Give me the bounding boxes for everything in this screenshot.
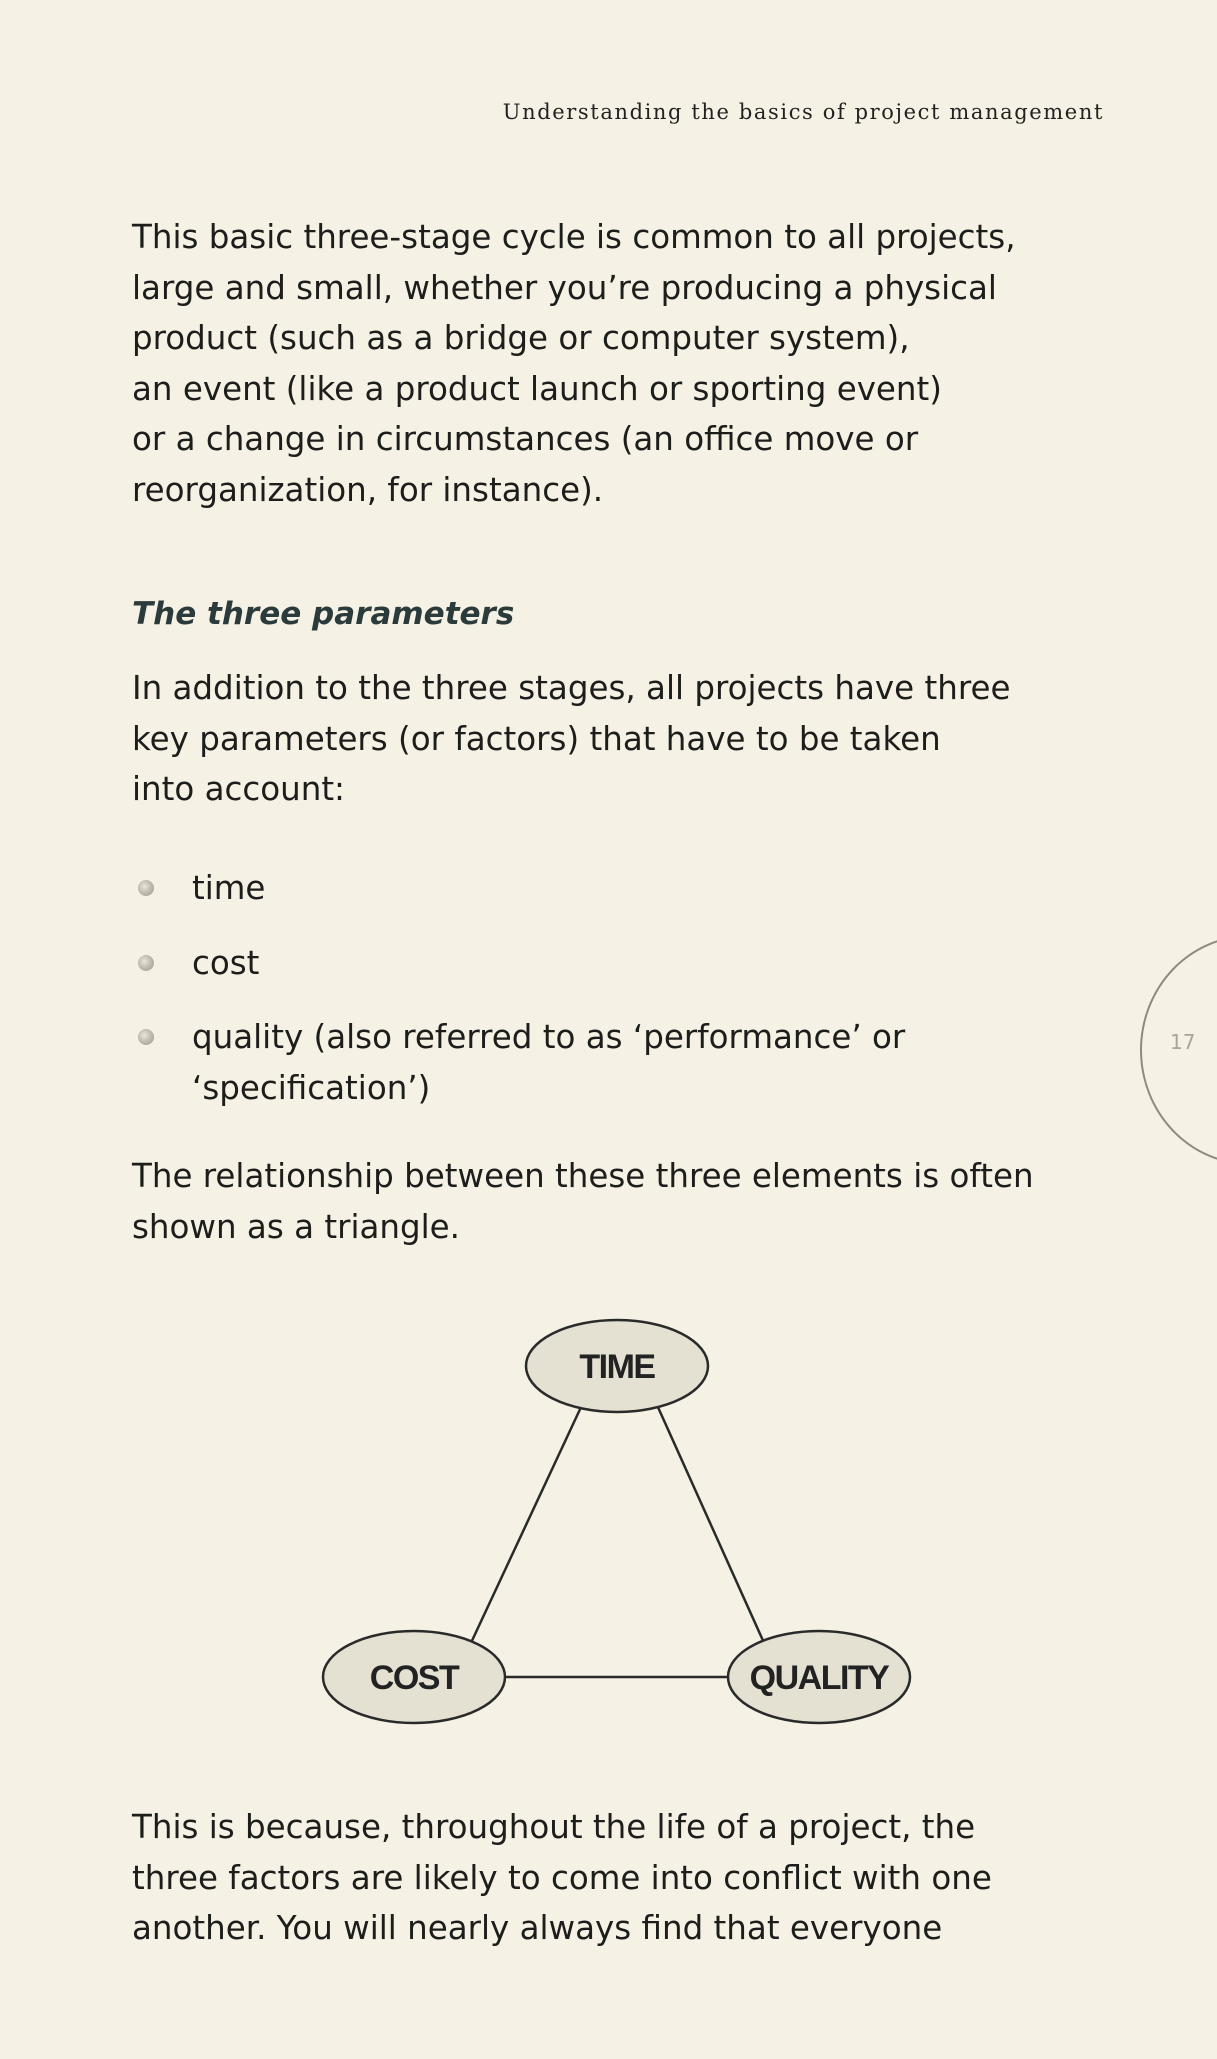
node-quality-label: QUALITY: [749, 1659, 889, 1697]
list-item: [132, 1012, 905, 1113]
closing-line: This is because, throughout the life of a project, the: [132, 1808, 976, 1846]
parameters-list: [132, 863, 905, 1113]
intro-line: an event (like a product launch or sporting event): [132, 369, 942, 408]
list-item-text: cost: [192, 943, 260, 982]
node-quality: [728, 1631, 910, 1723]
page-tab-number: 17: [1170, 1030, 1196, 1054]
edge-time-quality: [657, 1405, 765, 1645]
list-item-text: ‘specification’): [192, 1068, 431, 1107]
relationship-paragraph: [132, 1151, 1112, 1252]
intro-line: reorganization, for instance).: [132, 470, 604, 509]
intro-line: This basic three-stage cycle is common to all projects,: [132, 218, 1016, 256]
list-item-text: time: [192, 869, 266, 907]
closing-line: three factors are likely to come into conflict with one: [132, 1858, 992, 1897]
closing-paragraph: [132, 1802, 1112, 1954]
bullet-icon: [138, 880, 154, 896]
node-time: [526, 1320, 708, 1412]
parameters-intro-line: key parameters (or factors) that have to be taken: [132, 719, 941, 758]
relationship-line: shown as a triangle.: [132, 1207, 460, 1246]
list-item: [132, 938, 905, 989]
relationship-line: The relationship between these three elements is often: [132, 1157, 1034, 1195]
parameters-intro-line: into account:: [132, 770, 346, 808]
node-cost: [323, 1631, 505, 1723]
intro-line: large and small, whether you’re producing a physical: [132, 268, 997, 307]
intro-line: or a change in circumstances (an office move or: [132, 420, 919, 458]
intro-paragraph: [132, 212, 1112, 515]
running-header: Understanding the basics of project management: [502, 100, 1104, 124]
project-triangle-diagram: [300, 1300, 940, 1740]
edge-time-cost: [470, 1405, 582, 1645]
node-time-label: TIME: [579, 1348, 655, 1386]
parameters-intro-paragraph: [132, 663, 1112, 815]
bullet-icon: [138, 1029, 154, 1045]
section-heading: The three parameters: [132, 596, 515, 632]
list-item: [132, 863, 905, 914]
closing-line: another. You will nearly always find that everyone: [132, 1909, 943, 1947]
intro-line: product (such as a bridge or computer system),: [132, 319, 910, 357]
bullet-icon: [138, 955, 154, 971]
node-cost-label: COST: [369, 1659, 459, 1697]
parameters-intro-line: In addition to the three stages, all projects have three: [132, 669, 1011, 707]
list-item-text: quality (also referred to as ‘performance’ or: [192, 1018, 906, 1056]
